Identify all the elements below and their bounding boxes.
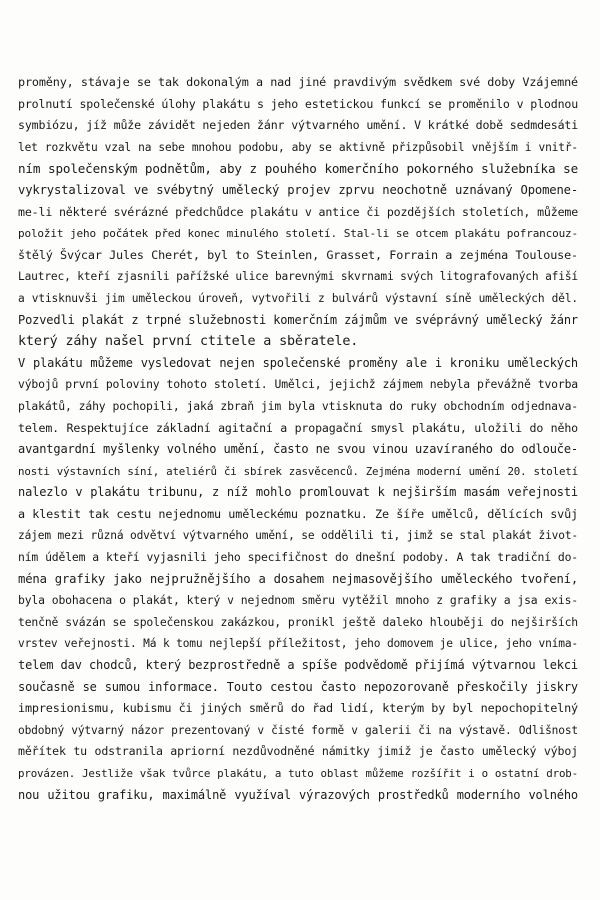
body-text bbox=[18, 72, 578, 806]
paragraph-1 bbox=[18, 72, 578, 353]
text-line: ním údělem a kteří vyjasnili jeho specifičnost do dnešní podoby. A tak tradiční do- bbox=[18, 550, 578, 565]
text-line: Pozvedli plakát z trpné služebnosti komerčním zájmům ve svéprávný umělecký žánr bbox=[18, 312, 578, 327]
text-line: impresionismu, kubismu či jiných směrů do řad lidí, kterým by byl nepochopitelný bbox=[18, 701, 578, 716]
text-line: položit jeho počátek před konec minulého století. Stal-li se otcem plakátu pofrancouz- bbox=[18, 227, 578, 241]
text-line: provázen. Jestliže však tvůrce plakátu, a tuto oblast můžeme rozšířit i o ostatní drob- bbox=[18, 767, 578, 780]
text-line: ména grafiky jako nejpružnějšího a dosahem nejmasovějšího uměleckého tvoření, bbox=[18, 571, 578, 586]
text-line: prolnutí společenské úlohy plakátu s jeho estetickou funkcí se proměnilo v plodnou bbox=[18, 96, 579, 111]
text-line: vrstev veřejnosti. Má k tomu nejlepší příležitost, jeho domovem je ulice, jeho vníma- bbox=[18, 637, 578, 651]
text-line: výbojů první poloviny tohoto století. Umělci, jejichž zájmem nebyla převážně tvorba bbox=[18, 377, 578, 392]
text-line: zájem mezi různá odvětví výtvarného umění, se oddělili ti, jimž se stal plakát život- bbox=[18, 529, 578, 543]
text-line: který záhy našel první ctitele a sběratele. bbox=[18, 334, 359, 350]
paragraph-2 bbox=[18, 353, 578, 806]
text-line: avantgardní myšlenky volného umění, často ne svou vinou uzavíraného do odlouče- bbox=[18, 442, 578, 457]
text-line: symbiózu, jíž může závidět nejeden žánr výtvarného umění. V krátké době sedmdesáti bbox=[18, 118, 579, 133]
text-line: vykrystalizoval ve svébytný umělecký projev zprvu neochotně uznávaný Opomene- bbox=[18, 182, 578, 197]
text-line: plakátů, záhy pochopili, jaká zbraň jim byla vtisknuta do ruky obchodním odjednava- bbox=[18, 398, 578, 413]
text-line: nou užitou grafiku, maximálně využíval výrazových prostředků moderního volného bbox=[18, 787, 578, 802]
text-line: ním společenským podnětům, aby z pouhého komerčního pokorného služebníka se bbox=[18, 161, 578, 177]
text-line: me-li některé svérázné předchůdce plakátu v antice či pozdějších stoletích, můžeme bbox=[18, 204, 579, 219]
text-line: let rozkvětu vzal na sebe mnohou podobu, aby se aktivně přizpůsobil vnějším i vnitř- bbox=[18, 140, 578, 154]
text-line: a klestit tak cestu nejednomu uměleckému poznatku. Ze šíře umělců, dělících svůj bbox=[18, 506, 578, 521]
text-line: V plakátu můžeme vysledovat nejen společenské proměny ale i kroniku uměleckých bbox=[18, 355, 578, 370]
text-line: proměny, stávaje se tak dokonalým a nad jiné pravdivým svědkem své doby Vzájemné bbox=[18, 75, 578, 89]
text-line: byla obohacena o plakát, který v nejednom směru vytěžil mnoho z grafiky a jsa exis- bbox=[18, 593, 578, 608]
text-line: nosti výstavních síní, ateliérů či sbírek zasvěcenců. Zejména moderní umění 20. století bbox=[18, 464, 578, 478]
text-line: telem dav chodců, který bezprostředně a spíše podvědomě přijímá výtvarnou lekci bbox=[18, 658, 578, 673]
text-line: a vtisknuvši jim uměleckou úroveň, vytvořili z bulvárů výstavní síně uměleckých děl. bbox=[18, 291, 578, 305]
text-line: současně se sumou informace. Touto cestou často nepozorovaně přeskočily jiskry bbox=[18, 679, 578, 694]
text-line: tenčně svázán se společenskou zakázkou, pronikl ještě daleko hlouběji do nejširších bbox=[18, 614, 578, 629]
text-line: měřítek tu odstranila apriorní nezdůvodněné námitky jimiž je často umělecký výboj bbox=[18, 744, 578, 759]
text-line: nalezlo v plakátu tribunu, z níž mohlo promlouvat k nejširším masám veřejnosti bbox=[18, 485, 578, 500]
text-line: Lautrec, kteří zjasnili pařížské ulice barevnými skvrnami svých litografovaných afiší bbox=[18, 270, 578, 284]
text-line: obdobný výtvarný názor prezentovaný v čisté formě v galerii či na výstavě. Odlišnost bbox=[18, 723, 578, 737]
text-line: štělý Švýcar Jules Cherét, byl to Steinlen, Grasset, Forrain a zejména Toulouse- bbox=[18, 247, 578, 262]
text-line: telem. Respektujíce základní agitační a propagační smysl plakátu, uložili do něho bbox=[18, 420, 578, 435]
